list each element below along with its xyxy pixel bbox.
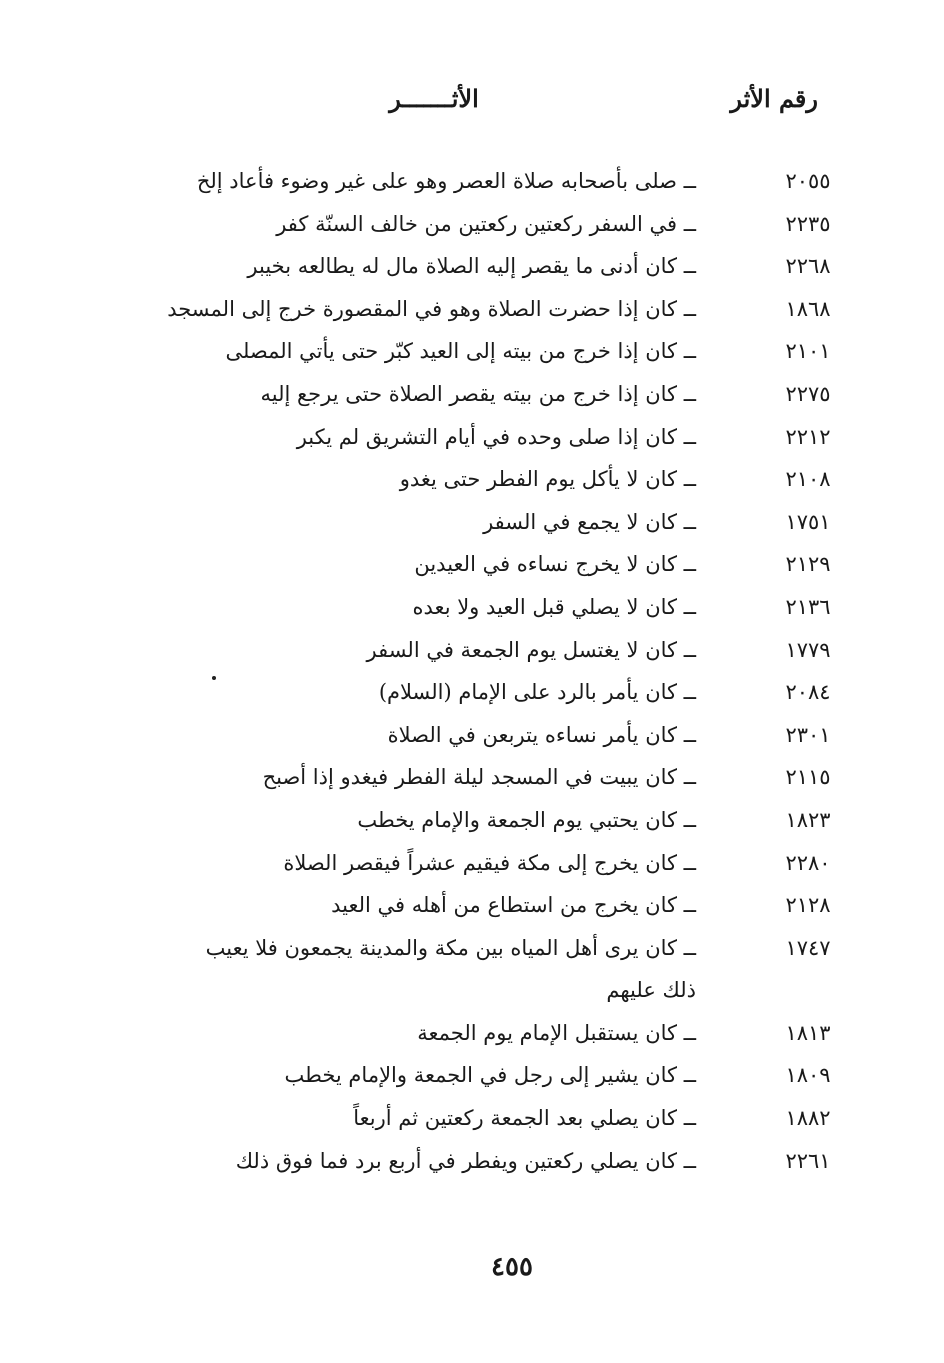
entry-number: ٢٢٦١	[785, 1148, 831, 1173]
entry-number: ٢٠٥٥	[785, 169, 831, 193]
entry-text: ــ كان إذا صلى وحده في أيام التشريق لم يكبر	[296, 424, 696, 449]
index-entry	[160, 756, 846, 799]
index-entry	[160, 1054, 846, 1097]
index-entry	[160, 245, 846, 288]
entry-number: ١٨١٣	[785, 1020, 831, 1045]
index-entry	[160, 1140, 846, 1183]
index-entry	[160, 1097, 846, 1140]
index-entry	[160, 373, 846, 416]
entry-text: ــ كان يصلي ركعتين ويفطر في أربع برد فما فوق ذلك	[235, 1148, 696, 1173]
entry-number: ٢١١٥	[785, 765, 831, 790]
entry-text: ــ كان يخرج من استطاع من أهله في العيد	[331, 893, 696, 918]
entry-text: ــ كان يشير إلى رجل في الجمعة والإمام يخطب	[284, 1063, 696, 1088]
index-entry	[160, 288, 846, 331]
entry-text: ــ كان يخرج إلى مكة فيقيم عشراً فيقصر الصلاة	[283, 850, 696, 875]
entry-text: ــ كان إذا خرج من بيته إلى العيد كبّر حتى يأتي المصلى	[225, 339, 696, 364]
index-entry	[160, 799, 846, 842]
index-entry	[160, 586, 846, 629]
entry-number: ١٨٦٨	[785, 296, 831, 321]
entry-number: ٢٢٦٨	[785, 254, 831, 279]
entry-number: ١٨٠٩	[785, 1063, 831, 1088]
entry-text: ــ كان يحتبي يوم الجمعة والإمام يخطب	[357, 807, 696, 832]
entry-number: ٢١٠٨	[785, 467, 831, 492]
entry-number: ٢٢٣٥	[785, 211, 831, 236]
entry-number: ٢٢٨٠	[785, 850, 831, 875]
entry-number: ١٨٨٢	[785, 1106, 831, 1131]
entry-text: ــ كان يأمر بالرد على الإمام (السلام)	[378, 680, 696, 705]
index-entry	[160, 203, 846, 246]
index-entry	[160, 1012, 846, 1055]
index-entry	[160, 458, 846, 501]
index-entry	[160, 927, 846, 1012]
entry-text: ــ صلى بأصحابه صلاة العصر وهو على غير وضوء فأعاد إلخ	[196, 169, 696, 193]
entry-text: ــ في السفر ركعتين ركعتين من خالف السنّة كفر	[276, 211, 696, 236]
entry-text: ــ كان أدنى ما يقصر إليه الصلاة مال له يطالعه بخيبر	[247, 254, 696, 279]
entry-text: ــ كان لا يخرج نساءه في العيدين	[414, 552, 696, 577]
entry-text: ــ كان يبيت في المسجد ليلة الفطر فيغدو إذا أصبح	[262, 765, 696, 790]
print-speck	[212, 676, 216, 680]
index-entry	[160, 629, 846, 672]
entry-number: ٢٣٠١	[785, 722, 831, 747]
entry-text: ــ كان يصلي بعد الجمعة ركعتين ثم أربعاً	[353, 1106, 696, 1131]
column-header-number: رقم الأثر	[730, 84, 818, 113]
index-entry	[160, 501, 846, 544]
entry-text: ــ كان إذا حضرت الصلاة وهو في المقصورة خرج إلى المسجد	[167, 296, 696, 321]
index-entry	[160, 842, 846, 885]
index-entry	[160, 330, 846, 373]
entry-text: ــ كان لا يجمع في السفر	[483, 509, 696, 534]
entry-text: ــ كان يأمر نساءه يتربعن في الصلاة	[387, 722, 696, 747]
index-entry	[160, 543, 846, 586]
entry-number: ١٧٥١	[785, 509, 831, 534]
entry-number: ١٧٧٩	[785, 637, 831, 662]
entry-text: ــ كان لا يصلي قبل العيد ولا بعده	[412, 594, 696, 619]
index-entries	[160, 160, 846, 1182]
entry-number: ٢١٠١	[785, 339, 831, 364]
index-entry	[160, 714, 846, 757]
entry-text: ــ كان إذا خرج من بيته يقصر الصلاة حتى يرجع إليه	[260, 381, 696, 406]
index-entry	[160, 160, 846, 203]
entry-number: ١٨٢٣	[785, 807, 831, 832]
index-entry	[160, 416, 846, 459]
entry-number: ٢١٣٦	[785, 594, 831, 619]
entry-text: ــ كان يستقبل الإمام يوم الجمعة	[417, 1020, 696, 1045]
entry-number: ٢١٢٨	[785, 893, 831, 918]
index-entry	[160, 671, 846, 714]
entry-number: ٢٠٨٤	[785, 680, 831, 705]
entry-text: ــ كان لا يأكل يوم الفطر حتى يغدو	[399, 467, 696, 492]
entry-number: ١٧٤٧	[785, 935, 831, 960]
page-number: ٤٥٥	[491, 1252, 533, 1282]
entry-number: ٢٢٧٥	[785, 381, 831, 406]
index-entry	[160, 884, 846, 927]
entry-number: ٢٢١٢	[785, 424, 831, 449]
entry-number: ٢١٢٩	[785, 552, 831, 577]
entry-text: ــ كان يرى أهل المياه بين مكة والمدينة يجمعون فلا يعيب ذلك عليهم	[205, 935, 696, 1003]
entry-text: ــ كان لا يغتسل يوم الجمعة في السفر	[366, 637, 696, 662]
column-header-text: الأثـــــــر	[389, 84, 479, 113]
